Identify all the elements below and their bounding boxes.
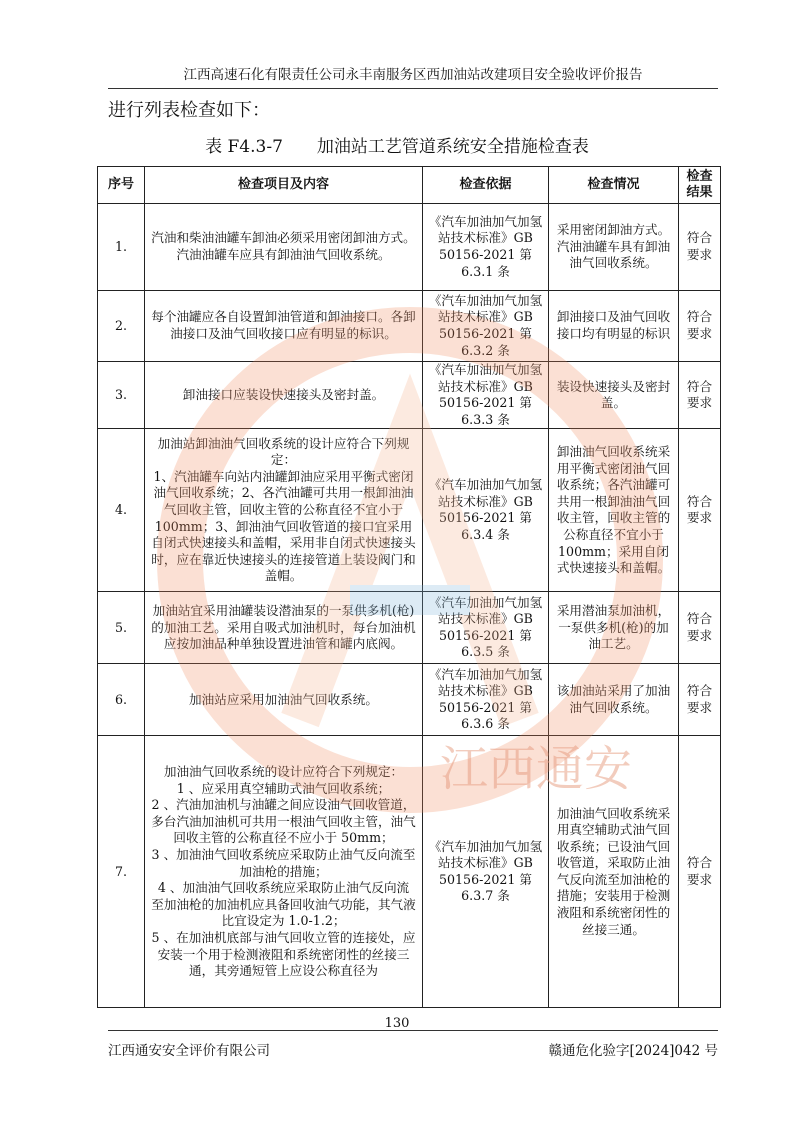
header-basis: 检查依据 (423, 167, 549, 204)
row-result: 符合要求 (679, 291, 721, 362)
row-item: 加油站应采用加油油气回收系统。 (145, 664, 423, 736)
intro-text: 进行列表检查如下： (108, 100, 270, 121)
row-status: 卸油接口及油气回收接口均有明显的标识 (549, 291, 679, 362)
watermark-text: 江西通安 (440, 741, 633, 797)
header-item: 检查项目及内容 (145, 167, 423, 204)
row-result: 符合要求 (679, 592, 721, 664)
row-status: 卸油油气回收系统采用平衡式密闭油气回收系统；各汽油罐可共用一根卸油油气回收主管，回收主管的公称直径不宜小于 100mm；采用自闭式快速接头和盖帽。 (549, 429, 679, 592)
row-basis: 《汽车加油加气加氢站技术标准》GB 50156-2021 第 6.3.3 条 (423, 362, 549, 429)
table-header-row (98, 167, 721, 204)
row-result: 符合要求 (679, 664, 721, 736)
row-basis: 《汽车加油加气加氢站技术标准》GB 50156-2021 第 6.3.4 条 (423, 429, 549, 592)
table-row (98, 291, 721, 362)
row-no: 2. (98, 291, 145, 362)
row-basis: 《汽车加油加气加氢站技术标准》GB 50156-2021 第 6.3.6 条 (423, 664, 549, 736)
row-item: 卸油接口应装设快速接头及密封盖。 (145, 362, 423, 429)
inspection-table (97, 166, 721, 1008)
table-row (98, 429, 721, 592)
header-no: 序号 (98, 167, 145, 204)
row-basis: 《汽车加油加气加氢站技术标准》GB 50156-2021 第 6.3.2 条 (423, 291, 549, 362)
row-no: 6. (98, 664, 145, 736)
row-status: 装设快速接头及密封盖。 (549, 362, 679, 429)
page-number: 130 (384, 1016, 410, 1031)
footer-company: 江西通安安全评价有限公司 (108, 1043, 270, 1059)
row-basis: 《汽车加油加气加氢站技术标准》GB 50156-2021 第 6.3.5 条 (423, 592, 549, 664)
table-row (98, 362, 721, 429)
header-status: 检查情况 (549, 167, 679, 204)
row-no: 1. (98, 204, 145, 291)
page-footer (108, 1030, 718, 1059)
page-header: 江西高速石化有限责任公司永丰南服务区西加油站改建项目安全验收评价报告 (108, 64, 718, 89)
row-item: 汽油和柴油油罐车卸油必须采用密闭卸油方式。汽油油罐车应具有卸油油气回收系统。 (145, 204, 423, 291)
row-basis: 《汽车加油加气加氢站技术标准》GB 50156-2021 第 6.3.1 条 (423, 204, 549, 291)
table-row (98, 736, 721, 1008)
row-status: 该加油站采用了加油油气回收系统。 (549, 664, 679, 736)
row-result: 符合要求 (679, 736, 721, 1008)
table-row (98, 664, 721, 736)
row-status: 采用潜油泵加油机，一泵供多机(枪)的加油工艺。 (549, 592, 679, 664)
row-item: 每个油罐应各自设置卸油管道和卸油接口。各卸油接口及油气回收接口应有明显的标识。 (145, 291, 423, 362)
row-result: 符合要求 (679, 204, 721, 291)
table-row (98, 592, 721, 664)
row-no: 3. (98, 362, 145, 429)
row-item: 加油油气回收系统的设计应符合下列规定： 1 、应采用真空辅助式油气回收系统； 2 、汽油加油机与油罐之间应设油气回收管道，多台汽油加油机可共用一根油气回收主管，油气回收主管的公称直径不应小于 50mm； 3 、加油油气回收系统应采取防止油气反向流至加油枪的措施； 4 、加油油气回收系统应采取防止油气反向流 至加油枪的加油机应具备回收油气功能，其气液比宜设定为 1.0-1.2； 5 、在加油机底部与油气回收立管的连接处，应安装一个用于检测液阻和系统密闭性的丝接三通，其旁通短管上应设公称直径为 (145, 736, 423, 1008)
footer-doc-number: 赣通危化验字[2024]042 号 (548, 1043, 718, 1059)
row-no: 4. (98, 429, 145, 592)
header-result: 检查结果 (679, 167, 721, 204)
table-row (98, 204, 721, 291)
row-result: 符合要求 (679, 429, 721, 592)
row-status: 采用密闭卸油方式。汽油油罐车具有卸油油气回收系统。 (549, 204, 679, 291)
row-no: 5. (98, 592, 145, 664)
row-result: 符合要求 (679, 362, 721, 429)
row-status: 加油油气回收系统采用真空辅助式油气回收系统；已设油气回收管道，采取防止油气反向流至加油枪的措施；安装用于检测液阻和系统密闭性的丝接三通。 (549, 736, 679, 1008)
row-item: 加油站卸油油气回收系统的设计应符合下列规定： 1、汽油罐车向站内油罐卸油应采用平衡式密闭油气回收系统；2、各汽油罐可共用一根卸油油气回收主管，回收主管的公称直径不宜小于 100mm；3、卸油油气回收管道的接口宜采用自闭式快速接头和盖帽，采用非自闭式快速接头时，应在靠近快速接头的连接管道上装设阀门和盖帽。 (145, 429, 423, 592)
row-item: 加油站宜采用油罐装设潜油泵的一泵供多机(枪)的加油工艺。采用自吸式加油机时，每台加油机应按加油品种单独设置进油管和罐内底阀。 (145, 592, 423, 664)
row-no: 7. (98, 736, 145, 1008)
row-basis: 《汽车加油加气加氢站技术标准》GB 50156-2021 第 6.3.7 条 (423, 736, 549, 1008)
table-title: 表 F4.3-7 加油站工艺管道系统安全措施检查表 (205, 137, 589, 157)
